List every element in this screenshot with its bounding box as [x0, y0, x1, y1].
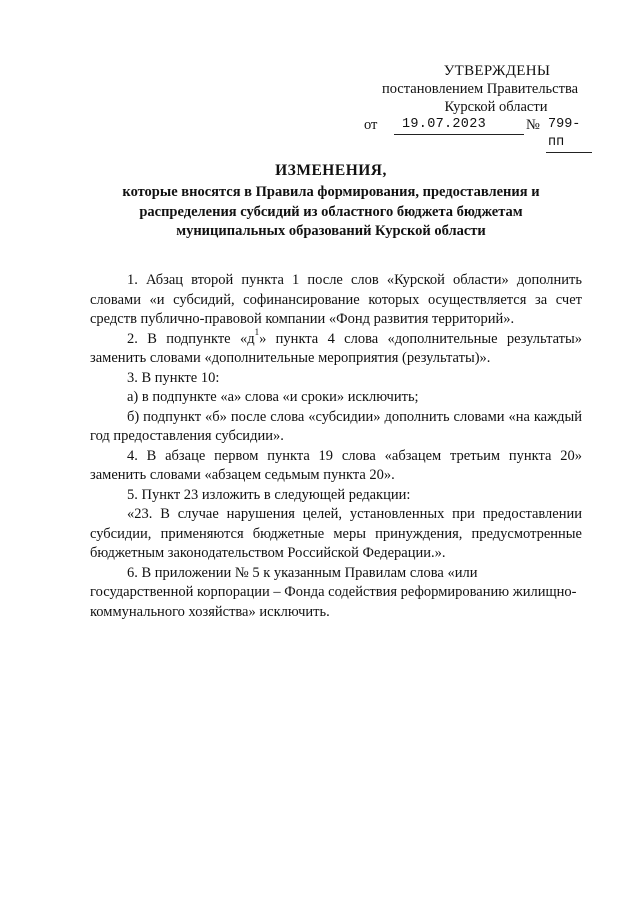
number-prefix: № [526, 117, 540, 133]
heading-title: ИЗМЕНЕНИЯ, [275, 162, 387, 179]
paragraph-4: а) в подпункте «а» слова «и сроки» исключить; [127, 389, 419, 405]
approval-issuer: постановлением Правительства [381, 81, 579, 97]
approval-region: Курской области [444, 99, 548, 115]
approval-number: 799-пп [546, 116, 592, 153]
paragraph-2-start: 2. В подпункте «д [127, 330, 255, 347]
heading-subtitle: которые вносятся в Правила формирования, предоставления и распределения субсидий из областного бюджета бюджетам муниципальных образований Курской области [122, 184, 540, 239]
paragraph-8: «23. В случае нарушения целей, установленных при предоставлении субсидии, применяются бюджетные меры принуждения, предусмотренные бюджетным законодательством Российской Федерации.». [90, 506, 582, 561]
paragraph-5: б) подпункт «б» после слова «субсидии» дополнить словами «на каждый год предоставления субсидии». [90, 408, 582, 444]
date-prefix: от [364, 117, 378, 133]
approval-title: УТВЕРЖДЕНЫ [443, 63, 551, 79]
paragraph-1: 1. Абзац второй пункта 1 после слов «Курской области» дополнить словами «и субсидий, софинансирование которых осуществляется за счет средств публично-правовой компании «Фонд развития территорий». [90, 272, 582, 327]
paragraph-2 [90, 326, 582, 369]
paragraph-2-end: » пункта 4 слова «дополнительные результаты» заменить словами «дополнительные мероприятия (результаты)». [90, 330, 582, 366]
superscript: 1 [254, 326, 260, 337]
paragraph-3: 3. В пункте 10: [127, 369, 220, 386]
document-heading [96, 160, 566, 242]
paragraph-7: 5. Пункт 23 изложить в следующей редакции: [127, 486, 411, 503]
approval-date: 19.07.2023 [394, 116, 524, 135]
document-body [90, 271, 582, 622]
paragraph-6: 4. В абзаце первом пункта 19 слова «абзацем третьим пункта 20» заменить словами «абзацем седьмым пункта 20». [90, 447, 582, 483]
approval-date-row [336, 116, 606, 150]
paragraph-9: 6. В приложении № 5 к указанным Правилам слова «или государственной корпорации – Фонда содействия реформированию жилищно-коммунального хозяйства» исключить. [90, 564, 577, 620]
approval-stamp [336, 62, 606, 150]
